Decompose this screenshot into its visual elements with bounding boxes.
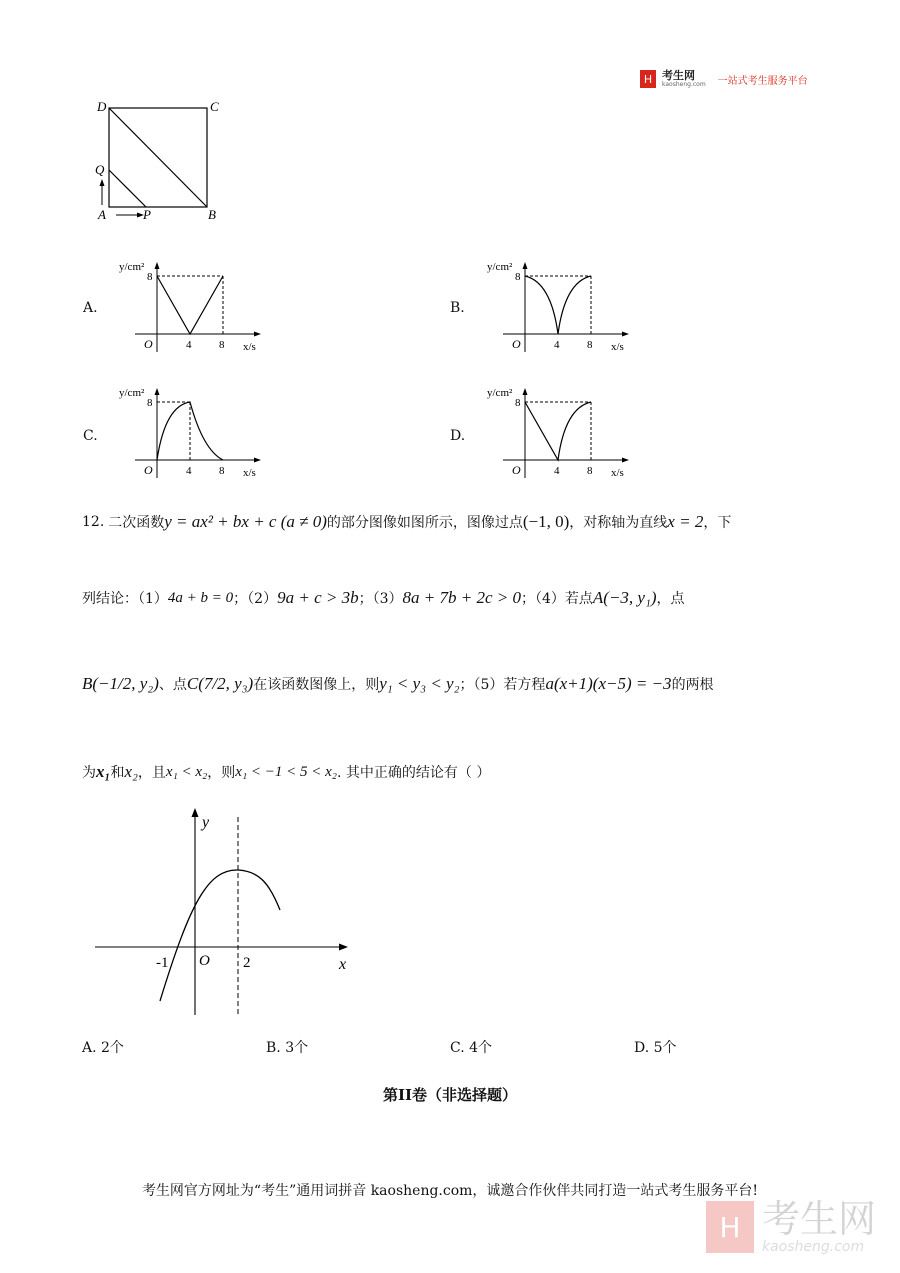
- label-c: C: [210, 99, 219, 114]
- tick-2: 2: [243, 955, 251, 971]
- point-c: C(7/2, y₃): [186, 674, 254, 693]
- conclusion-3: 8a + 7b + 2c > 0: [402, 588, 521, 607]
- option-a-letter: A.: [83, 300, 98, 316]
- q12-text: 的两根: [671, 677, 714, 693]
- option-d-graph: [483, 378, 643, 483]
- q12-line1: [82, 512, 731, 532]
- square-figure: [90, 95, 230, 230]
- watermark: [706, 1199, 876, 1255]
- q12-text: ；（3）: [358, 591, 403, 607]
- q12-text: 列结论：（1）: [82, 591, 168, 607]
- watermark-name: 考生网: [761, 1197, 876, 1241]
- q12-text: . 其中正确的结论有（ ）: [337, 765, 491, 781]
- origin-label: O: [144, 463, 153, 477]
- q12-text: 在该函数图像上，则: [253, 677, 380, 693]
- option-c-letter: C.: [83, 428, 98, 444]
- q12-text: ；（5）若方程: [459, 677, 546, 693]
- arrow-up-head: [100, 179, 105, 186]
- y-tick-8: 8: [515, 397, 521, 409]
- label-q: Q: [95, 162, 105, 177]
- q12-text: 为: [82, 765, 96, 781]
- x-axis-label: x/s: [611, 467, 624, 479]
- inequality-2: x₁ < x₂: [165, 763, 208, 780]
- conclusion-2: 9a + c > 3b: [277, 588, 359, 607]
- q12-main-equation: y = ax² + bx + c (a ≠ 0): [164, 512, 327, 531]
- option-c-graph: [115, 378, 275, 483]
- x-tick-4: 4: [186, 465, 192, 477]
- y-axis-label: y/cm²: [119, 387, 145, 399]
- inequality-3: x₁ < −1 < 5 < x₂: [235, 763, 338, 780]
- tick-neg1: -1: [156, 955, 169, 971]
- label-a: A: [98, 207, 106, 222]
- y-tick-8: 8: [147, 271, 153, 283]
- curve: [157, 276, 223, 334]
- point-b: B(−1/2, y₂): [82, 674, 159, 693]
- x-tick-4: 4: [554, 339, 560, 351]
- inequality-1: y₁ < y₃ < y₂: [379, 674, 460, 693]
- option-b-graph: [483, 252, 643, 357]
- origin-label: O: [512, 463, 521, 477]
- point-a: A(−3, y₁): [592, 588, 657, 607]
- option-d-letter: D.: [450, 428, 466, 444]
- q12-line3: [82, 674, 714, 694]
- watermark-text: [762, 1199, 876, 1255]
- watermark-logo-icon: H: [706, 1201, 754, 1253]
- x-tick-8: 8: [219, 339, 225, 351]
- choice-d: D. 5个: [634, 1040, 677, 1056]
- parabola-figure: [90, 803, 360, 1018]
- segment-qp: [109, 170, 146, 207]
- x-tick-8: 8: [219, 465, 225, 477]
- section-title: 第II卷（非选择题）: [382, 1086, 518, 1104]
- x-axis-arrow: [339, 944, 348, 951]
- x-tick-8: 8: [587, 339, 593, 351]
- q12-line4: [82, 762, 490, 782]
- q12-text: 二次函数: [108, 515, 165, 531]
- logo-text: [662, 68, 706, 88]
- diagonal-db: [109, 108, 207, 207]
- x-axis-label: x/s: [243, 341, 256, 353]
- x-tick-4: 4: [554, 465, 560, 477]
- x-axis-label: x/s: [611, 341, 624, 353]
- label-b: B: [208, 207, 216, 222]
- option-b-letter: B.: [450, 300, 465, 316]
- curve: [157, 402, 223, 460]
- logo-name: 考生网: [662, 68, 695, 82]
- q12-text: 、点: [158, 677, 187, 693]
- x-tick-8: 8: [587, 465, 593, 477]
- origin-label: O: [144, 337, 153, 351]
- choice-a: A. 2个: [82, 1040, 124, 1056]
- q12-text: ；（2）: [233, 591, 278, 607]
- curve: [525, 276, 591, 334]
- q12-text: ，且: [137, 765, 166, 781]
- y-tick-8: 8: [515, 271, 521, 283]
- x-label: x: [339, 956, 347, 973]
- q12-text: ，点: [656, 591, 685, 607]
- q12-text: ，下: [703, 515, 732, 531]
- x-tick-4: 4: [186, 339, 192, 351]
- y-label: y: [202, 814, 210, 831]
- y-axis-label: y/cm²: [487, 387, 513, 399]
- label-d: D: [97, 99, 107, 114]
- question-number: 12.: [82, 514, 105, 530]
- q12-text: ，则: [207, 765, 236, 781]
- y-axis-label: y/cm²: [487, 261, 513, 273]
- logo-slogan: 一站式考生服务平台: [717, 75, 808, 87]
- y-axis-arrow: [192, 808, 199, 817]
- root-x1: x₁: [96, 762, 111, 781]
- axes: [135, 388, 261, 478]
- header-logo: [640, 70, 808, 88]
- q12-text: ；（4）若点: [520, 591, 593, 607]
- q12-axis-equation: x = 2: [667, 512, 704, 531]
- logo-icon: H: [640, 70, 656, 88]
- option-a-graph: [115, 252, 275, 357]
- label-p: P: [143, 207, 151, 222]
- origin-label: O: [199, 953, 210, 969]
- parabola-curve: [160, 870, 280, 1001]
- q12-line2: [82, 588, 685, 608]
- x-axis-label: x/s: [243, 467, 256, 479]
- conclusion-1: 4a + b = 0: [167, 589, 234, 606]
- logo-domain: kaosheng.com: [662, 80, 706, 88]
- equation-5: a(x+1)(x−5) = −3: [545, 674, 672, 693]
- q12-text: ，对称轴为直线: [569, 515, 668, 531]
- footer-text: 考生网官方网址为“考生”通用词拼音 kaosheng.com，诚邀合作伙伴共同打造一站式考生服务平台!: [141, 1183, 759, 1199]
- choice-b: B. 3个: [266, 1040, 309, 1056]
- root-x2: x₂: [124, 762, 138, 781]
- watermark-domain: kaosheng.com: [761, 1239, 865, 1255]
- choice-c: C. 4个: [450, 1040, 493, 1056]
- q12-text: 和: [110, 765, 125, 781]
- q12-point: (−1, 0): [522, 512, 570, 531]
- y-axis-label: y/cm²: [119, 261, 145, 273]
- y-tick-8: 8: [147, 397, 153, 409]
- q12-text: 的部分图像如图所示，图像过点: [326, 515, 523, 531]
- origin-label: O: [512, 337, 521, 351]
- curve: [525, 402, 591, 460]
